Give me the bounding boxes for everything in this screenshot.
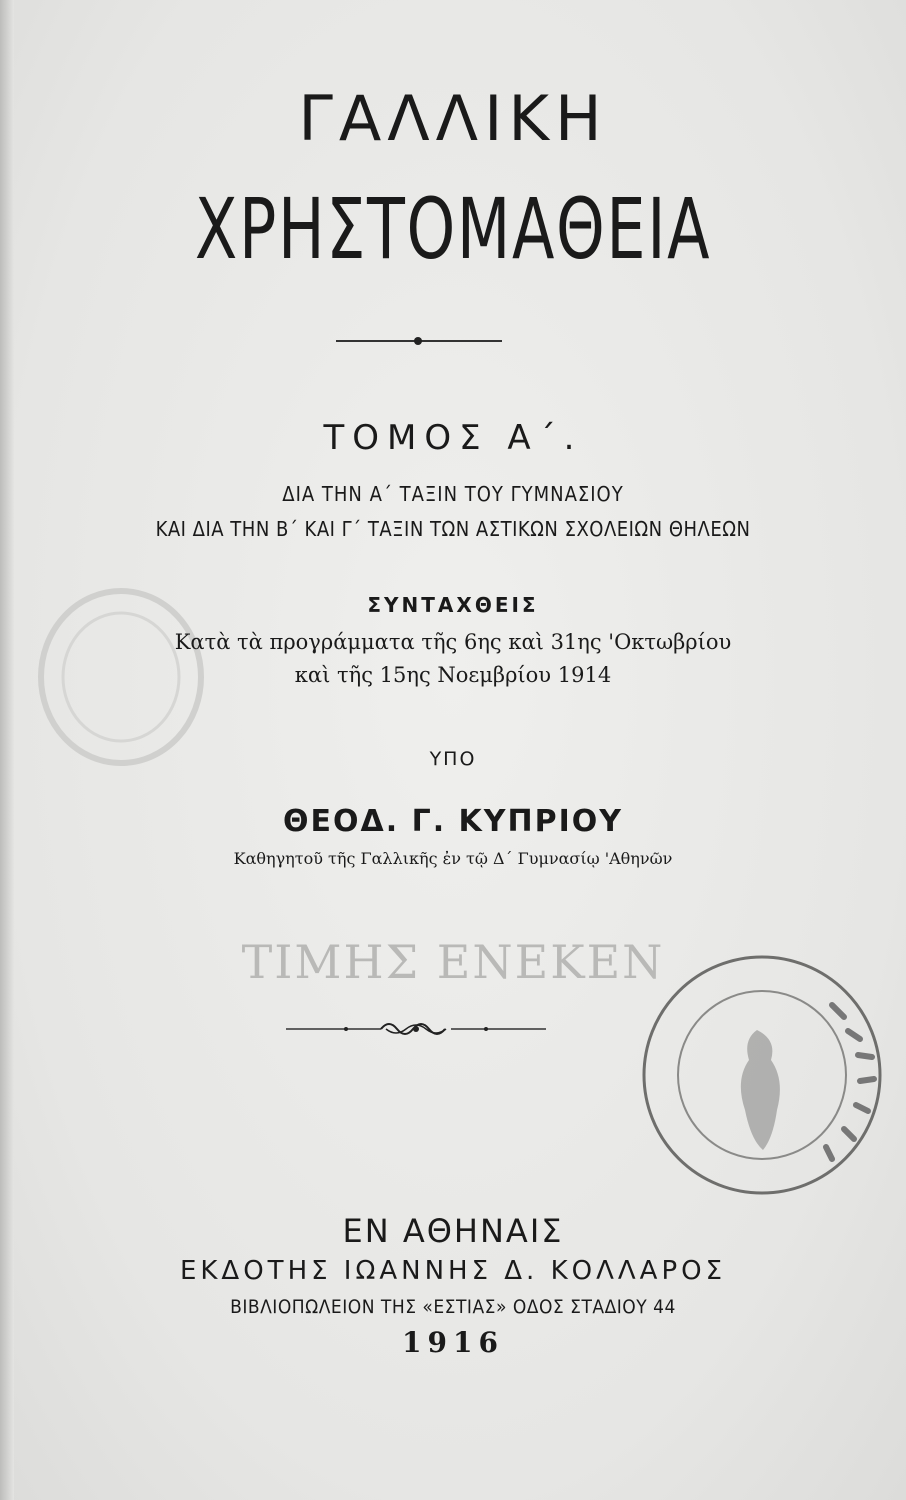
author-name: ΘΕΟΔ. Γ. ΚΥΠΡΙΟΥ — [283, 804, 623, 839]
library-seal — [632, 945, 892, 1205]
ornament-divider — [286, 1014, 546, 1044]
publication-year: 1916 — [402, 1326, 504, 1359]
program-line-1: Κατὰ τὰ προγράμματα τῆς 6ης καὶ 31ης 'Οκτωβρίου — [174, 630, 732, 654]
publisher: ΕΚΔΟΤΗΣ ΙΩΑΝΝΗΣ Δ. ΚΟΛΛΑΡΟΣ — [179, 1256, 727, 1286]
audience-line-2: ΚΑΙ ΔΙΑ ΤΗΝ Β΄ ΚΑΙ Γ΄ ΤΑΞΙΝ ΤΩΝ ΑΣΤΙΚΩΝ ΣΧΟΛΕΙΩΝ ΘΗΛΕΩΝ — [155, 517, 751, 541]
program-line-2: καὶ τῆς 15ης Νοεμβρίου 1914 — [294, 663, 612, 687]
volume-label: ΤΟΜΟΣ Α΄. — [323, 418, 583, 458]
title-line-1: ΓΑΛΛΙΚΗ — [298, 82, 608, 155]
honor-stamp: ΤΙΜΗΣ ΕΝΕΚΕΝ — [241, 935, 665, 989]
title-divider — [336, 340, 502, 342]
by-label: ΥΠΟ — [429, 748, 477, 770]
bookstore-address: ΒΙΒΛΙΟΠΩΛΕΙΟΝ ΤΗΣ «ΕΣΤΙΑΣ» ΟΔΟΣ ΣΤΑΔΙΟΥ 44 — [230, 1296, 676, 1318]
author-title: Καθηγητοῦ τῆς Γαλλικῆς ἐν τῷ Δ΄ Γυμνασίῳ 'Αθηνῶν — [233, 849, 673, 868]
compiled-label: ΣΥΝΤΑΧΘΕΙΣ — [367, 593, 539, 617]
audience-line-1: ΔΙΑ ΤΗΝ Α΄ ΤΑΞΙΝ ΤΟΥ ΓΥΜΝΑΣΙΟΥ — [282, 482, 624, 506]
place: ΕΝ ΑΘΗΝΑΙΣ — [342, 1212, 564, 1250]
title-line-2: ΧΡΗΣΤΟΜΑΘΕΙΑ — [194, 180, 712, 278]
